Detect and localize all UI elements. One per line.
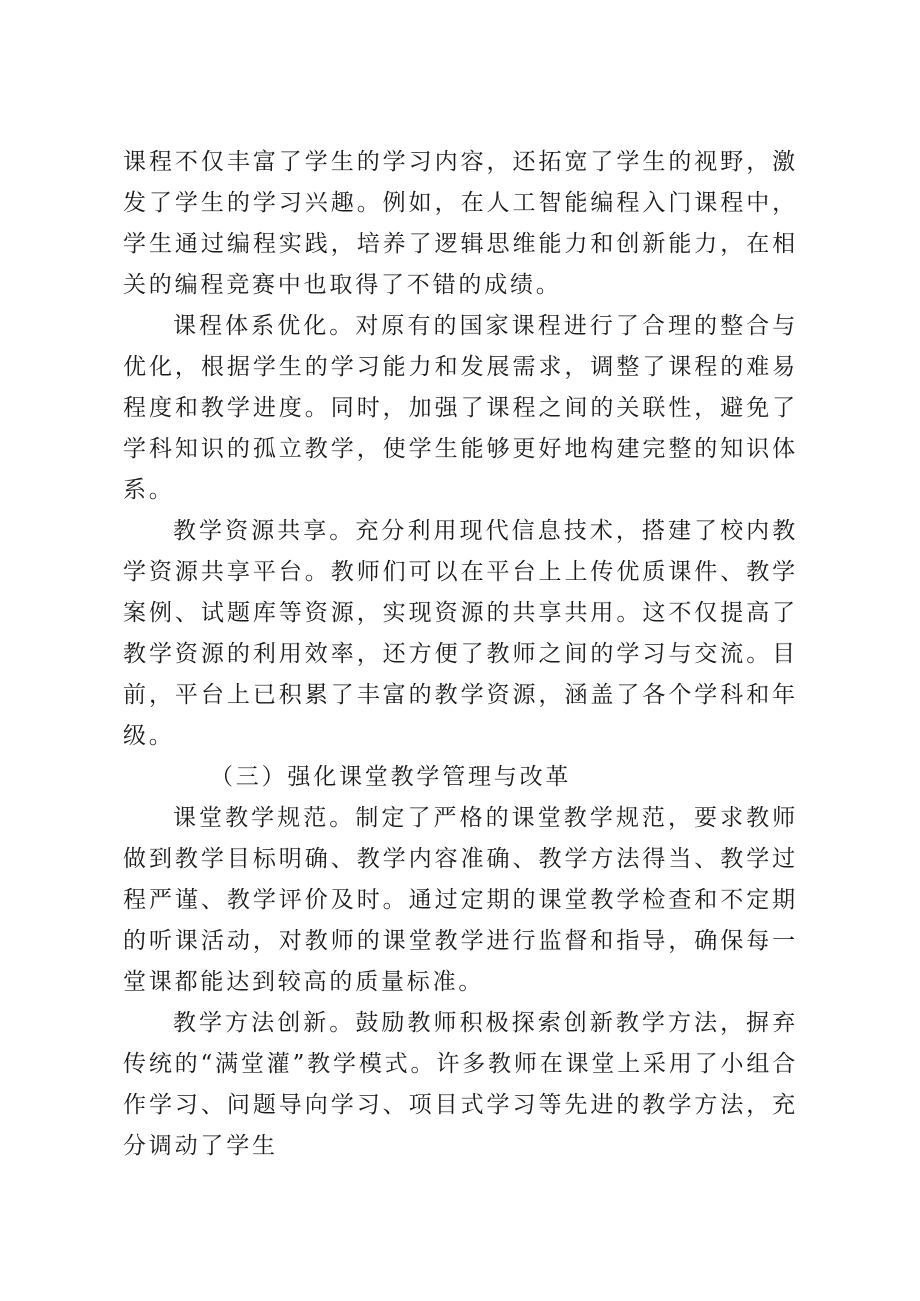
section-heading: （三）强化课堂教学管理与改革 xyxy=(210,764,572,790)
paragraph-course-enrichment: 课程不仅丰富了学生的学习内容，还拓宽了学生的视野，激发了学生的学习兴趣。例如，在人工智能编程入门课程中，学生通过编程实践，培养了逻辑思维能力和创新能力，在相关的编程竞赛中也取得了不错的成绩。 xyxy=(123,149,798,298)
document-body xyxy=(123,142,798,1167)
paragraph-classroom-teaching-norms: 课堂教学规范。制定了严格的课堂教学规范，要求教师做到教学目标明确、教学内容准确、教学方法得当、教学过程严谨、教学评价及时。通过定期的课堂教学检查和不定期的听课活动，对教师的课堂教学进行监督和指导，确保每一堂课都能达到较高的质量标准。 xyxy=(123,805,798,995)
paragraph-course-system-optimization: 课程体系优化。对原有的国家课程进行了合理的整合与优化，根据学生的学习能力和发展需求，调整了课程的难易程度和教学进度。同时，加强了课程之间的关联性，避免了学科知识的孤立教学，使学生能够更好地构建完整的知识体系。 xyxy=(123,313,798,503)
paragraph-teaching-resource-sharing: 教学资源共享。充分利用现代信息技术，搭建了校内教学资源共享平台。教师们可以在平台上上传优质课件、教学案例、试题库等资源，实现资源的共享共用。这不仅提高了教学资源的利用效率，还方便了教师之间的学习与交流。目前，平台上已积累了丰富的教学资源，涵盖了各个学科和年级。 xyxy=(123,518,798,749)
paragraph-teaching-method-innovation: 教学方法创新。鼓励教师积极探索创新教学方法，摒弃传统的“满堂灌”教学模式。许多教师在课堂上采用了小组合作学习、问题导向学习、项目式学习等先进的教学方法，充分调动了学生 xyxy=(123,1010,798,1159)
